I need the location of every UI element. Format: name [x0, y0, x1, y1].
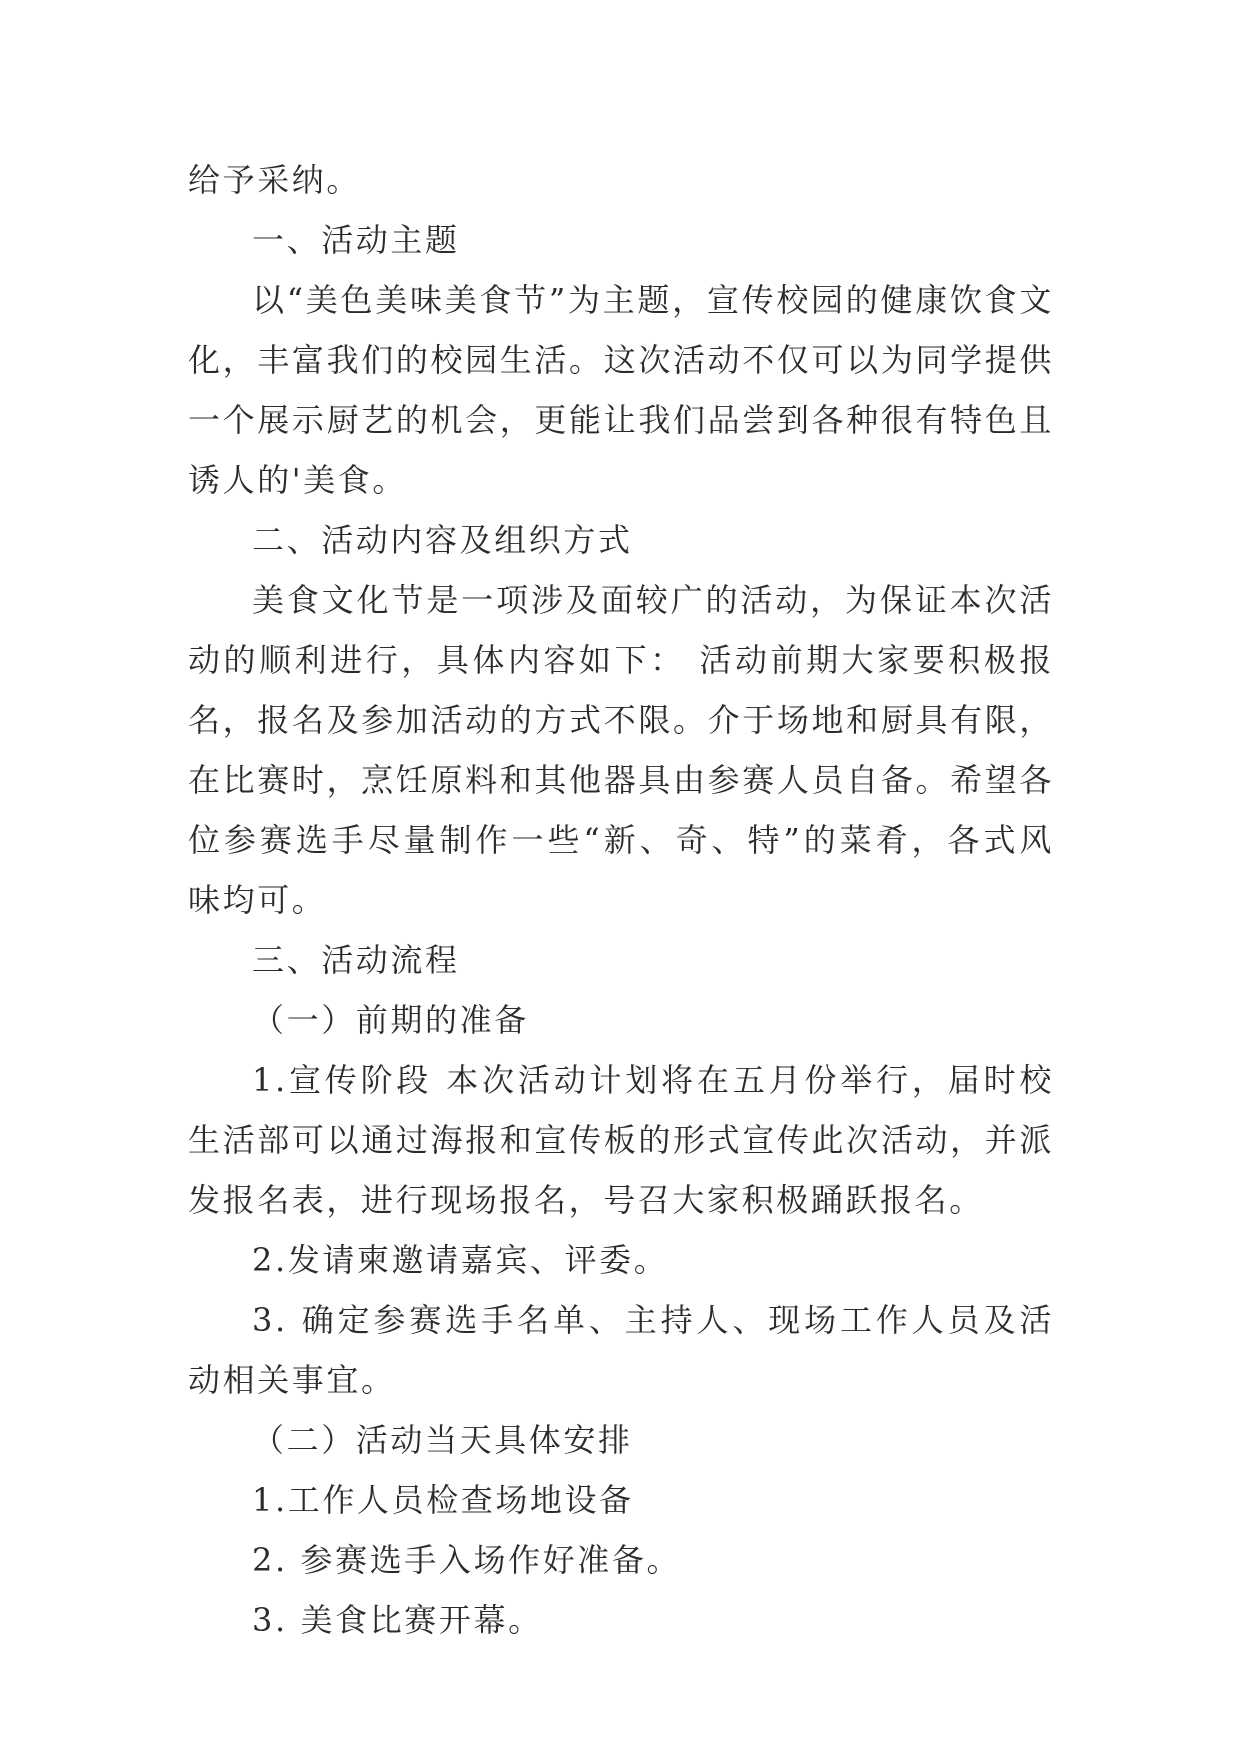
heading-activity-theme: 一、活动主题 [252, 221, 460, 259]
heading-activity-process: 三、活动流程 [252, 941, 460, 979]
paragraph-theme-description: 以“美色美味美食节”为主题，宣传校园的健康饮食文化，丰富我们的校园生活。这次活动不仅可以为同学提供一个展示厨艺的机会，更能让我们品尝到各种很有特色且诱人的'美食。 [188, 281, 1054, 499]
list-item-publicity: 1.宣传阶段 本次活动计划将在五月份举行，届时校生活部可以通过海报和宣传板的形式宣传此次活动，并派发报名表，进行现场报名，号召大家积极踊跃报名。 [188, 1061, 1054, 1219]
paragraph-content-description: 美食文化节是一项涉及面较广的活动，为保证本次活动的顺利进行，具体内容如下： 活动前期大家要积极报名，报名及参加活动的方式不限。介于场地和厨具有限，在比赛时，烹饪原料和其他器具由参赛人员自备。希望各位参赛选手尽量制作一些“新、奇、特”的菜肴，各式风味均可。 [188, 581, 1054, 919]
subheading-preparation: （一）前期的准备 [252, 1001, 529, 1039]
list-item-check-equipment: 1.工作人员检查场地设备 [252, 1481, 634, 1519]
list-item-confirm-lists: 3. 确定参赛选手名单、主持人、现场工作人员及活动相关事宜。 [188, 1301, 1054, 1399]
document-body [188, 150, 1054, 1650]
list-item-contestants-enter: 2. 参赛选手入场作好准备。 [252, 1541, 682, 1579]
list-item-competition-opening: 3. 美食比赛开幕。 [252, 1601, 543, 1639]
subheading-day-schedule: （二）活动当天具体安排 [252, 1421, 633, 1459]
list-item-invitations: 2.发请柬邀请嘉宾、评委。 [252, 1241, 669, 1279]
paragraph-closing-line: 给予采纳。 [188, 161, 362, 199]
heading-content-organization: 二、活动内容及组织方式 [252, 521, 633, 559]
